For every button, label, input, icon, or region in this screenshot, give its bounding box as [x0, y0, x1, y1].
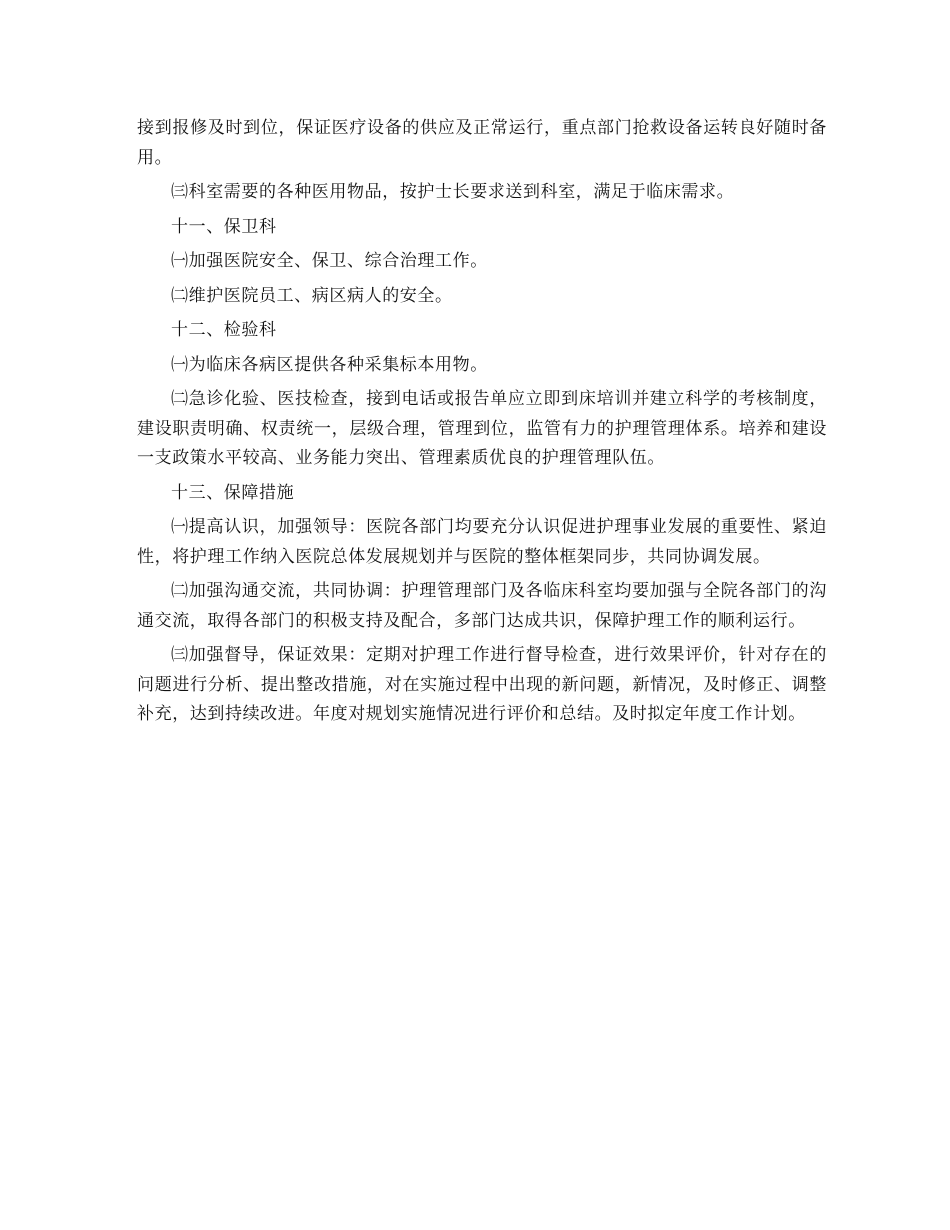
paragraph-security-item-2: ㈡维护医院员工、病区病人的安全。 — [171, 285, 453, 306]
paragraph-item-3-supplies: ㈢科室需要的各种医用物品，按护士长要求送到科室，满足于临床需求。 — [171, 182, 735, 202]
paragraph-continuation: 接到报修及时到位，保证医疗设备的供应及正常运行，重点部门抢救设备运转良好随时备用。 — [137, 118, 827, 168]
section-heading-security: 十一、保卫科 — [171, 216, 277, 237]
paragraph-laboratory-item-2: ㈡急诊化验、医技检查，接到电话或报告单应立即到床培训并建立科学的考核制度，建设职责明确、权责统一，层级合理，管理到位，监管有力的护理管理体系。培养和建设一支政策水平较高、业务能力突出、管理素质优良的护理管理队伍。 — [137, 389, 827, 468]
document-body — [137, 114, 827, 735]
section-heading-safeguards: 十三、保障措施 — [171, 482, 295, 503]
paragraph-safeguards-item-1: ㈠提高认识，加强领导：医院各部门均要充分认识促进护理事业发展的重要性、紧迫性，将护理工作纳入医院总体发展规划并与医院的整体框架同步，共同协调发展。 — [137, 517, 827, 567]
paragraph-safeguards-item-3: ㈢加强督导，保证效果：定期对护理工作进行督导检查，进行效果评价，针对存在的问题进行分析、提出整改措施，对在实施过程中出现的新问题，新情况，及时修正、调整补充，达到持续改进。年度对规划实施情况进行评价和总结。及时拟定年度工作计划。 — [137, 645, 827, 724]
paragraph-safeguards-item-2: ㈡加强沟通交流，共同协调：护理管理部门及各临床科室均要加强与全院各部门的沟通交流，取得各部门的积极支持及配合，多部门达成共识，保障护理工作的顺利运行。 — [137, 581, 827, 631]
paragraph-laboratory-item-1: ㈠为临床各病区提供各种采集标本用物。 — [171, 354, 488, 375]
section-heading-laboratory: 十二、检验科 — [171, 320, 277, 340]
paragraph-security-item-1: ㈠加强医院安全、保卫、综合治理工作。 — [171, 251, 488, 271]
